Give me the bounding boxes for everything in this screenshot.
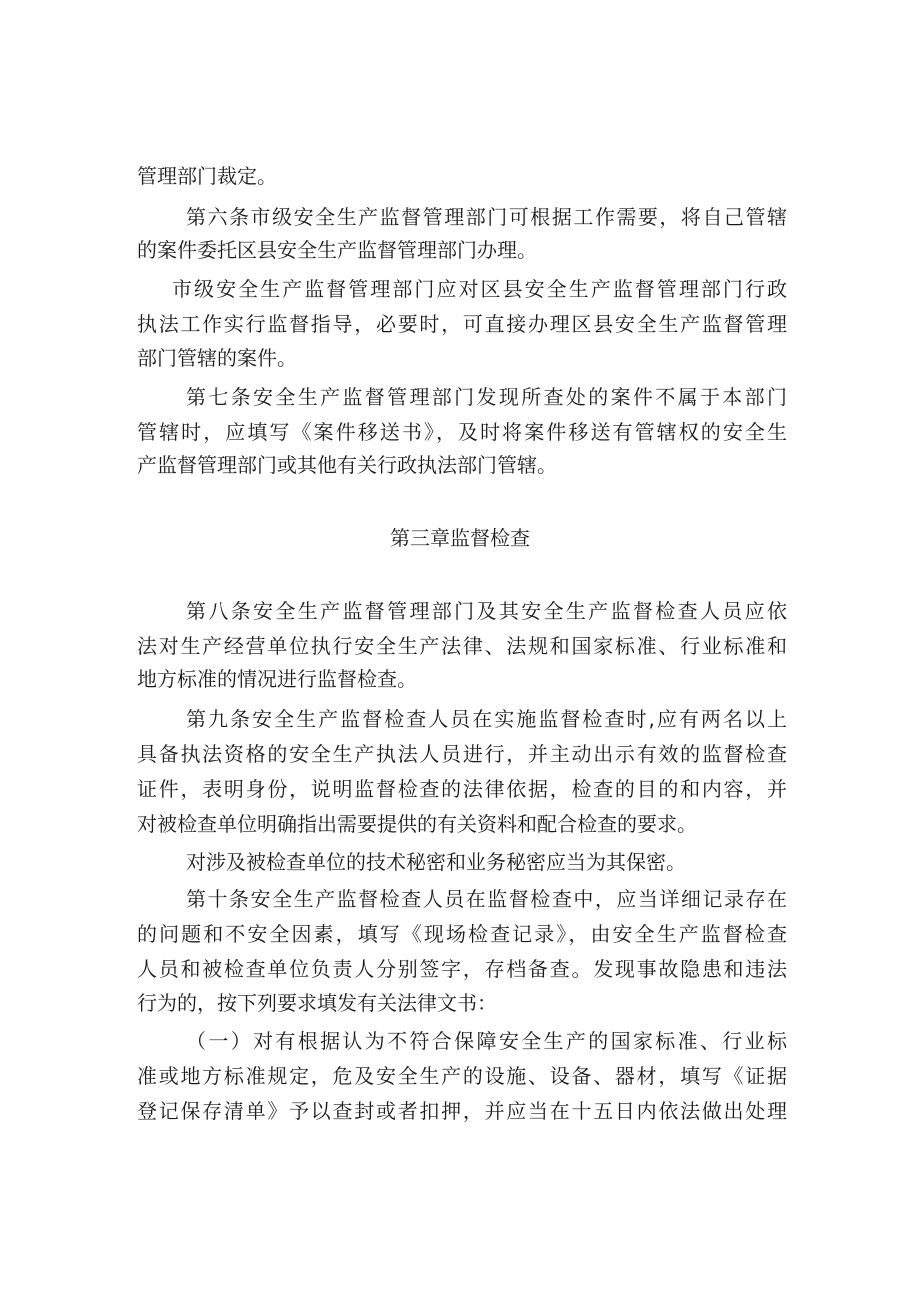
paragraph-line: 执法工作实行监督指导，必要时，可直接办理区县安全生产监督管理 — [137, 312, 787, 336]
paragraph-line: 人员和被检查单位负责人分别签字，存档备查。发现事故隐患和违法 — [137, 957, 787, 981]
paragraph-line: 地方标准的情况进行监督检查。 — [137, 667, 417, 691]
article-8-line: 第八条安全生产监督管理部门及其安全生产监督检查人员应依 — [186, 599, 787, 623]
paragraph-line: 市级安全生产监督管理部门应对区县安全生产监督管理部门行政 — [172, 277, 787, 301]
chapter-heading: 第三章监督检查 — [390, 526, 530, 550]
paragraph-line: 登记保存清单》予以查封或者扣押，并应当在十五日内依法做出处理 — [137, 1099, 787, 1123]
paragraph-line: 部门管辖的案件。 — [137, 346, 297, 370]
article-6-line: 第六条市级安全生产监督管理部门可根据工作需要，将自己管辖 — [186, 205, 787, 229]
paragraph-line: 产监督管理部门或其他有关行政执法部门管辖。 — [137, 453, 557, 477]
paragraph-line: 对涉及被检查单位的技术秘密和业务秘密应当为其保密。 — [186, 850, 686, 874]
paragraph-line: 法对生产经营单位执行安全生产法律、法规和国家标准、行业标准和 — [137, 634, 787, 658]
paragraph-line: 的问题和不安全因素，填写《现场检查记录》，由安全生产监督检查 — [137, 922, 787, 946]
paragraph-line: 管理部门裁定。 — [137, 164, 277, 188]
paragraph-line: 证件，表明身份，说明监督检查的法律依据，检查的目的和内容，并 — [137, 777, 787, 801]
article-7-line: 第七条安全生产监督管理部门发现所查处的案件不属于本部门 — [186, 385, 787, 409]
paragraph-line: 的案件委托区县安全生产监督管理部门办理。 — [137, 238, 537, 262]
list-item-line: （一）对有根据认为不符合保障安全生产的国家标准、行业标 — [186, 1029, 787, 1053]
article-10-line: 第十条安全生产监督检查人员在监督检查中，应当详细记录存在 — [186, 887, 787, 911]
paragraph-line: 具备执法资格的安全生产执法人员进行，并主动出示有效的监督检查 — [137, 742, 787, 766]
article-9-line: 第九条安全生产监督检查人员在实施监督检查时,应有两名以上 — [186, 707, 787, 731]
paragraph-line: 行为的，按下列要求填发有关法律文书： — [137, 991, 497, 1015]
paragraph-line: 管辖时，应填写《案件移送书》，及时将案件移送有管辖权的安全生 — [137, 420, 787, 444]
paragraph-line: 准或地方标准规定，危及安全生产的设施、设备、器材，填写《证据 — [137, 1064, 787, 1088]
paragraph-line: 对被检查单位明确指出需要提供的有关资料和配合检查的要求。 — [137, 812, 697, 836]
